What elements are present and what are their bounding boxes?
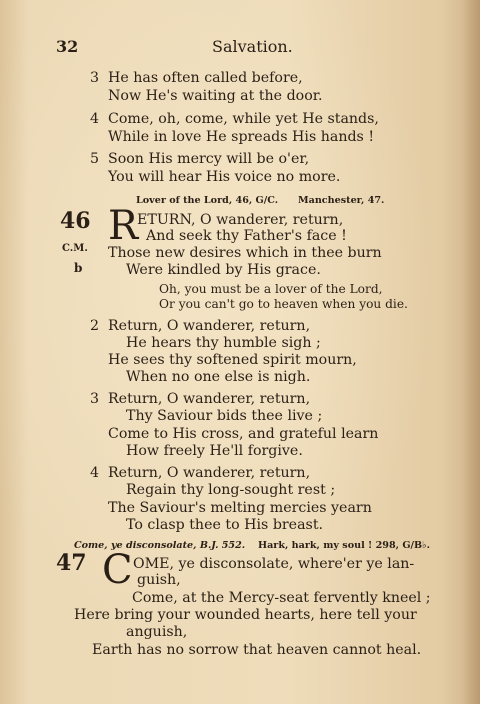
- tune-reference: Lover of the Lord, 46, G/C.: [136, 195, 279, 206]
- verse-line: Come to His cross, and grateful learn: [108, 426, 379, 442]
- drop-cap: C: [102, 547, 133, 593]
- verse-line: guish,: [137, 572, 181, 588]
- verse-line: He sees thy softened spirit mourn,: [108, 352, 357, 368]
- verse-line: Return, O wanderer, return,: [108, 465, 311, 481]
- hymn-number: 47: [56, 550, 87, 576]
- verse-line: Regain thy long-sought rest ;: [126, 482, 336, 498]
- verse-line: Return, O wanderer, return,: [108, 318, 311, 334]
- verse-line: You will hear His voice no more.: [108, 169, 341, 185]
- verse-line: Soon His mercy will be o'er,: [108, 151, 310, 167]
- page-gutter-shadow: [462, 0, 480, 704]
- verse-line: To clasp thee to His breast.: [126, 517, 324, 533]
- verse-number: 2: [90, 318, 100, 334]
- verse-line: He hears thy humble sigh ;: [126, 335, 321, 351]
- chorus-line: Oh, you must be a lover of the Lord,: [159, 282, 383, 296]
- tune-reference: Manchester, 47.: [298, 195, 385, 206]
- verse-line: Here bring your wounded hearts, here tell your: [74, 607, 417, 623]
- hymn-number: 46: [60, 208, 91, 234]
- verse-line: ETURN, O wanderer, return,: [137, 212, 344, 228]
- verse-line: He has often called before,: [108, 70, 303, 86]
- verse-line: Thy Saviour bids thee live ;: [126, 408, 323, 424]
- verse-line: While in love He spreads His hands !: [108, 129, 375, 145]
- verse-line: Come, oh, come, while yet He stands,: [108, 111, 379, 127]
- verse-line: When no one else is nigh.: [126, 369, 311, 385]
- verse-line: Earth has no sorrow that heaven cannot heal.: [92, 642, 422, 658]
- hymn-key: b: [74, 261, 83, 275]
- verse-line: Return, O wanderer, return,: [108, 391, 311, 407]
- verse-number: 4: [90, 111, 100, 127]
- page-title: Salvation.: [212, 37, 293, 56]
- verse-line: Come, at the Mercy-seat fervently kneel ;: [132, 590, 431, 606]
- verse-line: Now He's waiting at the door.: [108, 88, 323, 104]
- tune-reference: Hark, hark, my soul ! 298, G/B♭.: [258, 540, 430, 551]
- verse-line: And seek thy Father's face !: [146, 228, 347, 244]
- verse-number: 5: [90, 151, 100, 167]
- verse-line: How freely He'll forgive.: [126, 443, 303, 459]
- verse-line: anguish,: [126, 624, 188, 640]
- verse-line: The Saviour's melting mercies yearn: [108, 500, 372, 516]
- verse-number: 3: [90, 391, 100, 407]
- tune-reference: Come, ye disconsolate, B.J. 552.: [74, 540, 246, 551]
- verse-number: 3: [90, 70, 100, 86]
- drop-cap: R: [108, 203, 139, 249]
- page-number: 32: [56, 37, 79, 56]
- chorus-line: Or you can't go to heaven when you die.: [159, 297, 408, 311]
- hymn-meter: C.M.: [62, 243, 88, 254]
- verse-number: 4: [90, 465, 100, 481]
- verse-line: Those new desires which in thee burn: [108, 245, 382, 261]
- verse-line: Were kindled by His grace.: [126, 262, 321, 278]
- verse-line: OME, ye disconsolate, where'er ye lan-: [133, 556, 415, 572]
